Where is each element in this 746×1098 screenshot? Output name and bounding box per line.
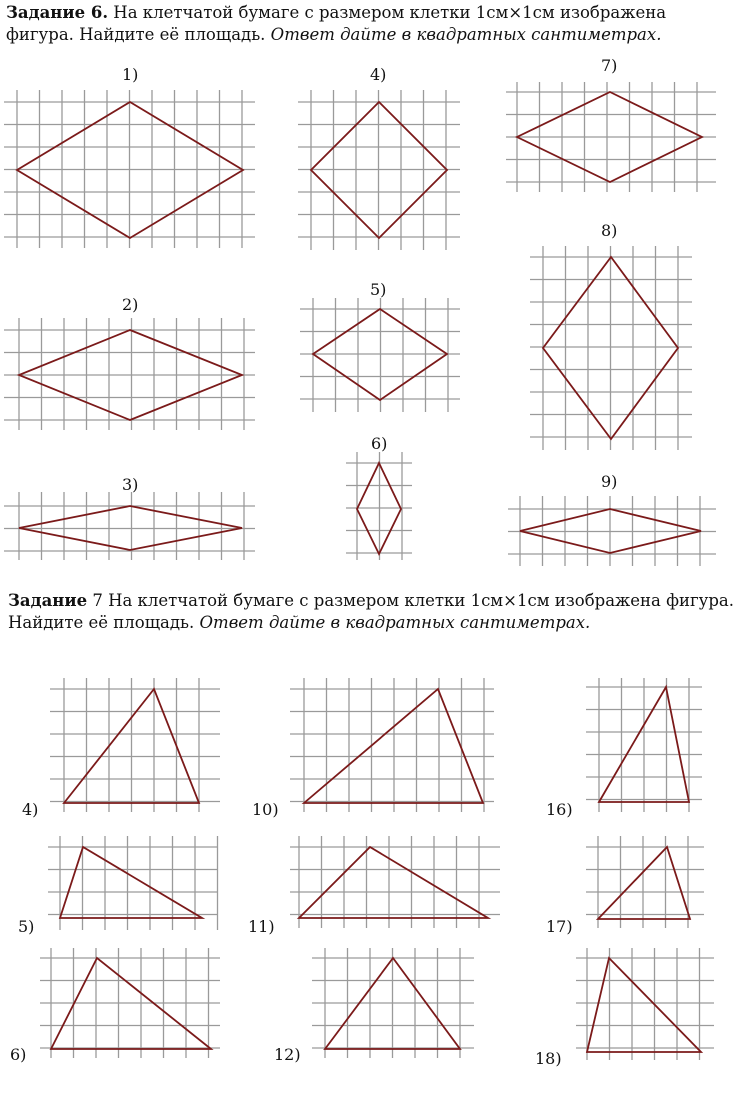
triangle-18	[587, 958, 701, 1052]
triangle-label-10: 10)	[252, 800, 279, 819]
triangle-label-5: 5)	[18, 917, 35, 936]
grid-rhombus-6	[346, 452, 412, 560]
triangle-17	[598, 847, 690, 919]
rhombus-label-9: 9)	[601, 472, 618, 491]
grid-rhombus-9	[508, 496, 716, 566]
triangle-label-18: 18)	[535, 1049, 562, 1068]
rhombus-label-1: 1)	[122, 65, 139, 84]
grid-rhombus-1	[4, 90, 255, 248]
triangle-label-6: 6)	[10, 1045, 27, 1064]
triangle-11	[299, 847, 488, 918]
task7-text: На клетчатой бумаге с размером клетки 1см×1см изображена фигура. Найдите её площадь.	[8, 591, 734, 632]
grid-rhombus-5	[300, 298, 460, 412]
rhombus-label-8: 8)	[601, 221, 618, 240]
grid-rhombus-4	[298, 90, 460, 250]
grid-triangle-5	[48, 836, 218, 930]
rhombus-label-4: 4)	[370, 65, 387, 84]
triangle-5	[60, 847, 202, 918]
grid-triangle-10	[290, 678, 494, 812]
grid-triangle-12	[312, 948, 474, 1058]
task7-number: 7	[87, 591, 103, 610]
grid-rhombus-7	[506, 82, 716, 192]
task7-heading: Задание	[8, 591, 88, 610]
triangle-label-16: 16)	[546, 800, 573, 819]
triangle-label-11: 11)	[248, 917, 275, 936]
triangle-label-17: 17)	[546, 917, 573, 936]
rhombus-label-2: 2)	[122, 295, 139, 314]
grid-triangle-16	[586, 678, 702, 812]
grid-rhombus-2	[4, 318, 255, 430]
triangle-label-4: 4)	[22, 800, 39, 819]
rhombus-label-3: 3)	[122, 475, 139, 494]
rhombus-label-7: 7)	[601, 56, 618, 75]
task6-answer-note: Ответ дайте в квадратных сантиметрах.	[270, 25, 662, 44]
task7-answer-note: Ответ дайте в квадратных сантиметрах.	[199, 613, 591, 632]
rhombus-label-5: 5)	[370, 280, 387, 299]
triangle-label-12: 12)	[274, 1045, 301, 1064]
task6-text: На клетчатой бумаге с размером клетки 1см×1см изображена фигура. Найдите её площадь.	[6, 3, 667, 44]
grid-triangle-11	[290, 836, 500, 928]
rhombus-label-6: 6)	[371, 434, 388, 453]
task6-heading: Задание 6.	[6, 3, 109, 22]
grid-rhombus-8	[530, 246, 692, 450]
grid-triangle-6	[40, 948, 220, 1058]
